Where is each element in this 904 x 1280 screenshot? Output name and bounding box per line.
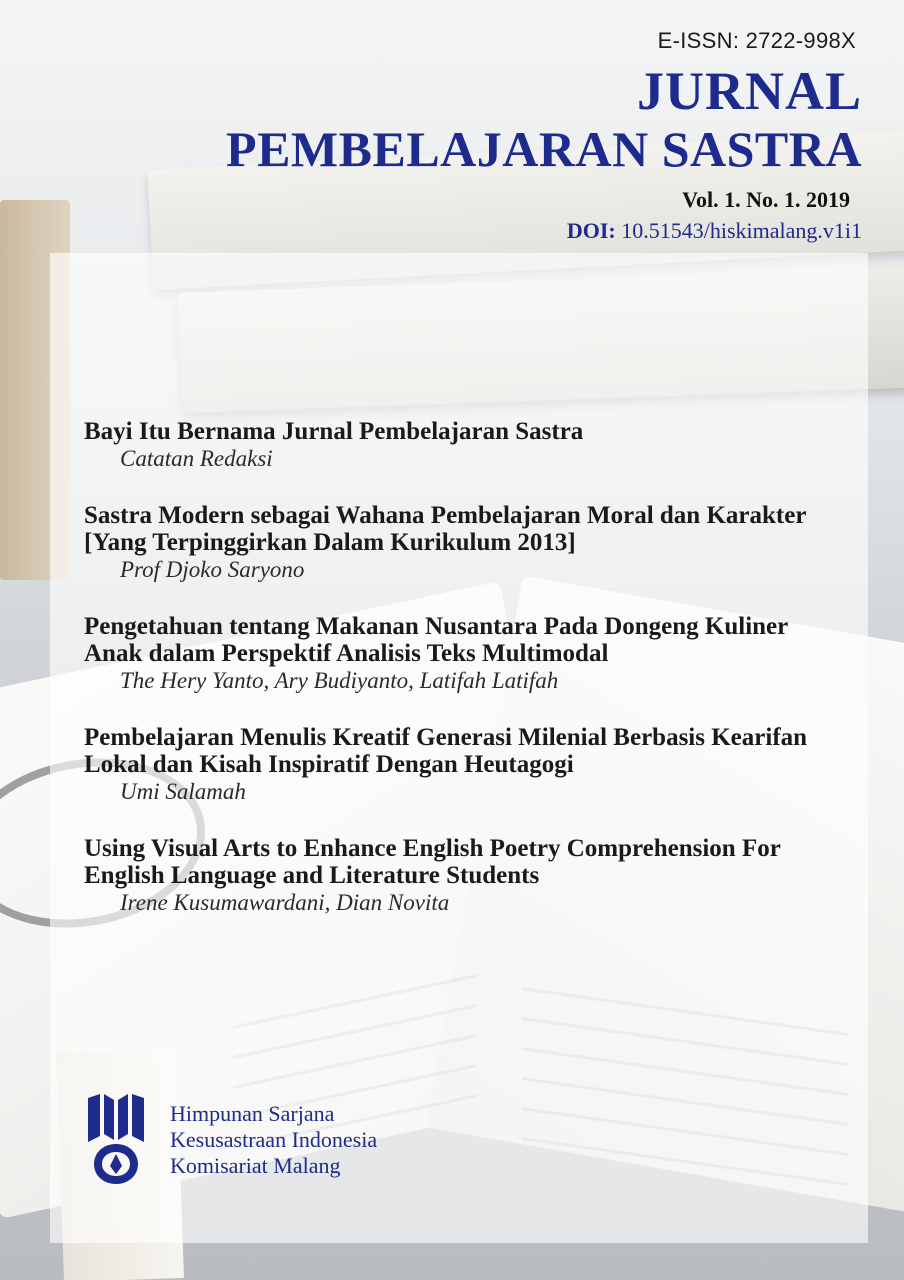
article-authors: Umi Salamah [120, 779, 246, 804]
organization-line2: Kesusastraan Indonesia [170, 1127, 378, 1152]
organization-line3: Komisariat Malang [170, 1153, 341, 1178]
article-title: Sastra Modern sebagai Wahana Pembelajaran Moral dan Karakter [Yang Terpinggirkan Dalam Kurikulum 2013] [84, 502, 806, 556]
article-entry [84, 835, 844, 916]
article-entry [84, 613, 844, 694]
article-authors: The Hery Yanto, Ary Budiyanto, Latifah Latifah [120, 668, 559, 693]
article-entry [84, 418, 844, 472]
journal-title-line2: PEMBELAJARAN SASTRA [226, 121, 862, 177]
article-title: Pembelajaran Menulis Kreatif Generasi Milenial Berbasis Kearifan Lokal dan Kisah Inspiratif Dengan Heutagogi [84, 724, 808, 778]
hiski-logo-icon [86, 1094, 146, 1186]
journal-title-line1: JURNAL [636, 61, 862, 121]
issn-label: E-ISSN: 2722-998X [657, 28, 856, 53]
organization-name [170, 1101, 377, 1179]
doi-value: 10.51543/hiskimalang.v1i1 [621, 218, 862, 243]
doi-line [567, 218, 862, 244]
volume-label: Vol. 1. No. 1. 2019 [682, 187, 850, 212]
article-title: Pengetahuan tentang Makanan Nusantara Pada Dongeng Kuliner Anak dalam Perspektif Analisis Teks Multimodal [84, 613, 788, 667]
article-entry [84, 502, 844, 583]
article-entry [84, 724, 844, 805]
article-title: Bayi Itu Bernama Jurnal Pembelajaran Sastra [84, 418, 584, 445]
article-authors: Irene Kusumawardani, Dian Novita [120, 890, 450, 915]
table-of-contents [84, 418, 844, 946]
article-title: Using Visual Arts to Enhance English Poetry Comprehension For English Language and Literature Students [84, 835, 781, 889]
organization-line1: Himpunan Sarjana [170, 1101, 335, 1126]
article-authors: Prof Djoko Saryono [120, 557, 305, 582]
article-authors: Catatan Redaksi [120, 446, 273, 471]
journal-title [226, 61, 862, 177]
doi-label: DOI: [566, 218, 616, 243]
